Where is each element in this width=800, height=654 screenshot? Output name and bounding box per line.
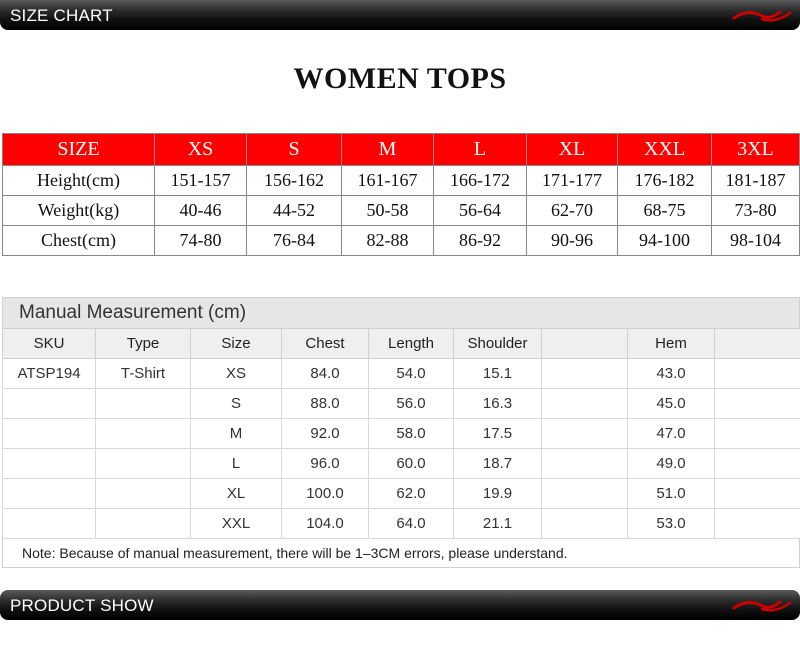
table-cell: 161-167 [342, 166, 434, 196]
table-cell: 176-182 [618, 166, 712, 196]
table-cell: 47.0 [628, 419, 715, 449]
table-cell: 156-162 [247, 166, 342, 196]
table-cell [542, 449, 628, 479]
table-cell [3, 509, 96, 539]
table-cell: 56-64 [434, 196, 527, 226]
table-cell: 181-187 [712, 166, 800, 196]
size-header-cell: M [342, 134, 434, 166]
table-cell: 94-100 [618, 226, 712, 256]
table-cell: 49.0 [628, 449, 715, 479]
table-cell: M [191, 419, 282, 449]
page-title: WOMEN TOPS [293, 62, 507, 95]
table-cell: 76-84 [247, 226, 342, 256]
table-cell: 62-70 [527, 196, 618, 226]
header-cell: Type [96, 329, 191, 359]
table-row [3, 419, 800, 449]
manual-measurement-panel [2, 297, 800, 568]
brand-logo-icon [732, 7, 792, 23]
header-cell: Shoulder [454, 329, 542, 359]
table-row [3, 226, 800, 256]
table-cell: 92.0 [282, 419, 369, 449]
table-cell: 90-96 [527, 226, 618, 256]
table-cell: 21.1 [454, 509, 542, 539]
table-cell: 16.3 [454, 389, 542, 419]
table-cell: 56.0 [369, 389, 454, 419]
table-row [3, 479, 800, 509]
table-cell [3, 449, 96, 479]
measurement-note: Note: Because of manual measurement, there will be 1–3CM errors, please understand. [2, 539, 800, 568]
header-cell: Hem [628, 329, 715, 359]
table-cell [3, 419, 96, 449]
table-cell: 84.0 [282, 359, 369, 389]
table-cell: XXL [191, 509, 282, 539]
table-cell: S [191, 389, 282, 419]
table-cell: 86-92 [434, 226, 527, 256]
row-label: Chest(cm) [3, 226, 155, 256]
table-cell: 54.0 [369, 359, 454, 389]
table-cell: XS [191, 359, 282, 389]
table-cell: 15.1 [454, 359, 542, 389]
table-cell: 19.9 [454, 479, 542, 509]
header-cell [715, 329, 800, 359]
table-cell [715, 449, 800, 479]
table-cell: 100.0 [282, 479, 369, 509]
table-cell: 62.0 [369, 479, 454, 509]
table-cell: 68-75 [618, 196, 712, 226]
table-cell: XL [191, 479, 282, 509]
size-chart-header-bar [0, 0, 800, 30]
table-cell: 171-177 [527, 166, 618, 196]
manual-measurement-table [2, 328, 800, 539]
header-cell: Size [191, 329, 282, 359]
table-cell [715, 479, 800, 509]
table-cell [96, 419, 191, 449]
table-cell: L [191, 449, 282, 479]
table-cell: 44-52 [247, 196, 342, 226]
table-row [3, 196, 800, 226]
product-show-header-bar [0, 590, 800, 620]
table-cell [715, 419, 800, 449]
size-chart-header-row [3, 134, 800, 166]
table-cell: 64.0 [369, 509, 454, 539]
row-label: Weight(kg) [3, 196, 155, 226]
table-cell: T-Shirt [96, 359, 191, 389]
row-label: Height(cm) [3, 166, 155, 196]
table-cell [542, 479, 628, 509]
header-cell [542, 329, 628, 359]
table-cell [542, 419, 628, 449]
size-header-cell: SIZE [3, 134, 155, 166]
table-cell [542, 509, 628, 539]
table-cell [96, 449, 191, 479]
brand-logo-icon [732, 597, 792, 613]
table-row [3, 449, 800, 479]
table-cell [96, 509, 191, 539]
table-cell: 60.0 [369, 449, 454, 479]
table-cell: 51.0 [628, 479, 715, 509]
size-header-cell: 3XL [712, 134, 800, 166]
table-cell [715, 359, 800, 389]
manual-header-row [3, 329, 800, 359]
table-cell [96, 479, 191, 509]
table-row [3, 509, 800, 539]
header-cell: Chest [282, 329, 369, 359]
table-cell: 96.0 [282, 449, 369, 479]
table-cell: 50-58 [342, 196, 434, 226]
size-header-cell: S [247, 134, 342, 166]
table-row [3, 389, 800, 419]
table-cell: 17.5 [454, 419, 542, 449]
table-cell: 98-104 [712, 226, 800, 256]
table-cell [715, 509, 800, 539]
size-header-cell: XS [155, 134, 247, 166]
header-cell: Length [369, 329, 454, 359]
table-cell: 43.0 [628, 359, 715, 389]
table-cell: 88.0 [282, 389, 369, 419]
table-row [3, 359, 800, 389]
header-title: SIZE CHART [10, 6, 113, 25]
table-cell: 74-80 [155, 226, 247, 256]
table-cell: 53.0 [628, 509, 715, 539]
table-cell: 151-157 [155, 166, 247, 196]
table-cell [715, 389, 800, 419]
table-cell: 104.0 [282, 509, 369, 539]
table-cell [96, 389, 191, 419]
table-cell: 58.0 [369, 419, 454, 449]
table-cell [542, 389, 628, 419]
table-cell [542, 359, 628, 389]
table-cell: 73-80 [712, 196, 800, 226]
table-cell: 82-88 [342, 226, 434, 256]
table-cell: ATSP194 [3, 359, 96, 389]
table-cell [3, 479, 96, 509]
size-header-cell: XL [527, 134, 618, 166]
header-cell: SKU [3, 329, 96, 359]
size-header-cell: L [434, 134, 527, 166]
table-cell: 45.0 [628, 389, 715, 419]
table-cell [3, 389, 96, 419]
size-chart-table [2, 133, 800, 256]
table-cell: 166-172 [434, 166, 527, 196]
size-header-cell: XXL [618, 134, 712, 166]
footer-title: PRODUCT SHOW [10, 596, 154, 615]
table-cell: 40-46 [155, 196, 247, 226]
table-cell: 18.7 [454, 449, 542, 479]
manual-measurement-title: Manual Measurement (cm) [2, 297, 800, 328]
table-row [3, 166, 800, 196]
